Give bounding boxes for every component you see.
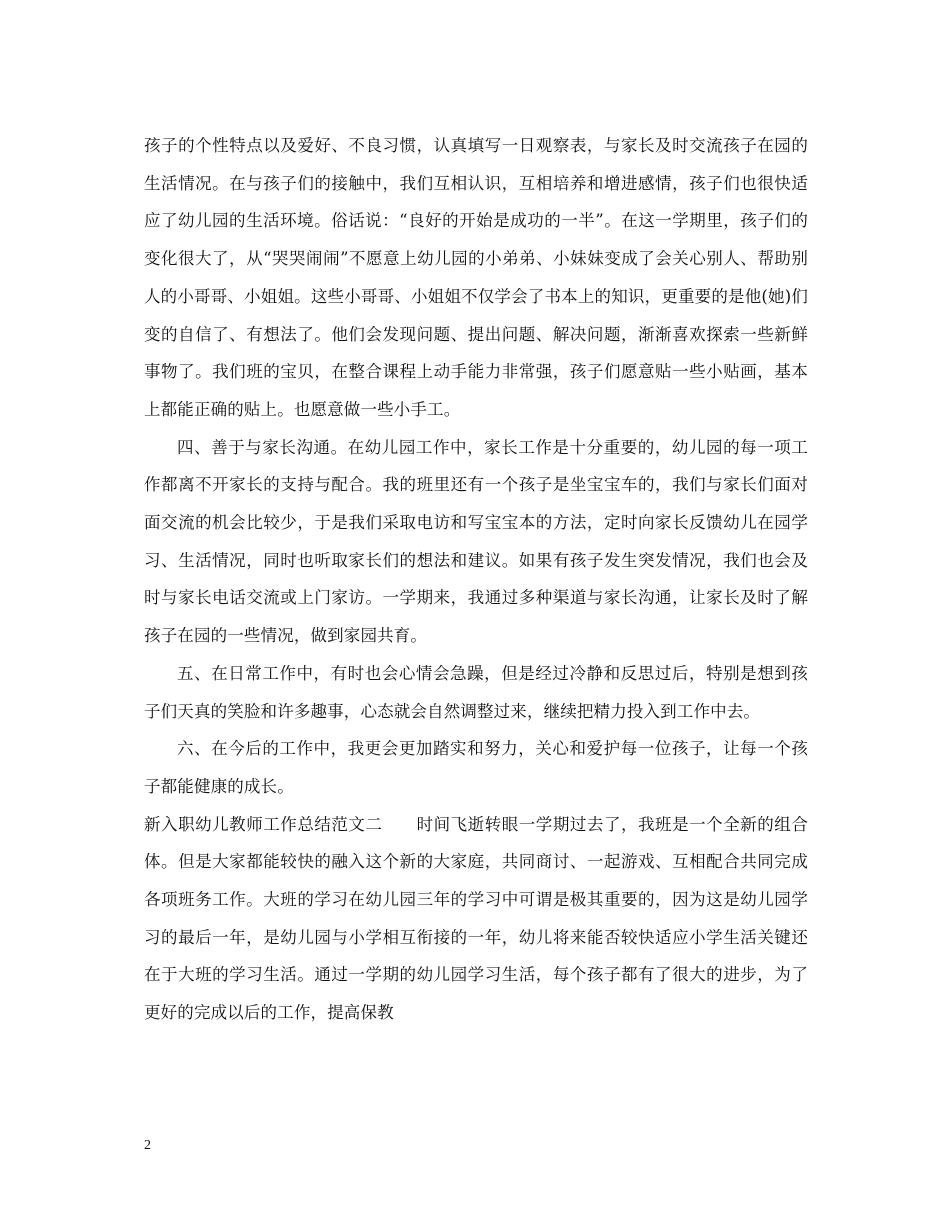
- paragraph-5: 新入职幼儿教师工作总结范文二 时间飞逝转眼一学期过去了，我班是一个全新的组合体。但是大家都能较快的融入这个新的大家庭，共同商讨、一起游戏、互相配合共同完成各项班务工作。大班的学习在幼儿园三年的学习中可谓是极其重要的，因为这是幼儿园学习的最后一年，是幼儿园与小学相互衔接的一年，幼儿将来能否较快适应小学生活关键还在于大班的学习生活。通过一学期的幼儿园学习生活，每个孩子都有了很大的进步，为了更好的完成以后的工作，提高保教: [144, 814, 808, 1023]
- paragraph-2: 四、善于与家长沟通。在幼儿园工作中，家长工作是十分重要的，幼儿园的每一项工作都离不开家长的支持与配合。我的班里还有一个孩子是坐宝宝车的，我们与家长们面对面交流的机会比较少，于是我们采取电访和写宝宝本的方法，定时向家长反馈幼儿在园学习、生活情况，同时也听取家长们的想法和建议。如果有孩子发生突发情况，我们也会及时与家长电话交流或上门家访。一学期来，我通过多种渠道与家长沟通，让家长及时了解孩子在园的一些情况，做到家园共育。: [144, 437, 808, 646]
- page-number: 2: [144, 1138, 151, 1153]
- document-body: [144, 127, 808, 1032]
- paragraph-1: 孩子的个性特点以及爱好、不良习惯，认真填写一日观察表，与家长及时交流孩子在园的生活情况。在与孩子们的接触中，我们互相认识，互相培养和增进感情，孩子们也很快适应了幼儿园的生活环境。俗话说：“良好的开始是成功的一半”。在这一学期里，孩子们的变化很大了，从“哭哭闹闹”不愿意上幼儿园的小弟弟、小妹妹变成了会关心别人、帮助别人的小哥哥、小姐姐。这些小哥哥、小姐姐不仅学会了书本上的知识，更重要的是他(她)们变的自信了、有想法了。他们会发现问题、提出问题、解决问题，渐渐喜欢探索一些新鲜事物了。我们班的宝贝，在整合课程上动手能力非常强，孩子们愿意贴一些小贴画，基本上都能正确的贴上。也愿意做一些小手工。: [144, 136, 808, 419]
- paragraph-4: 六、在今后的工作中，我更会更加踏实和努力，关心和爱护每一位孩子，让每一个孩子都能健康的成长。: [144, 739, 808, 796]
- paragraph-3: 五、在日常工作中，有时也会心情会急躁，但是经过冷静和反思过后，特别是想到孩子们天真的笑脸和许多趣事，心态就会自然调整过来，继续把精力投入到工作中去。: [144, 663, 808, 721]
